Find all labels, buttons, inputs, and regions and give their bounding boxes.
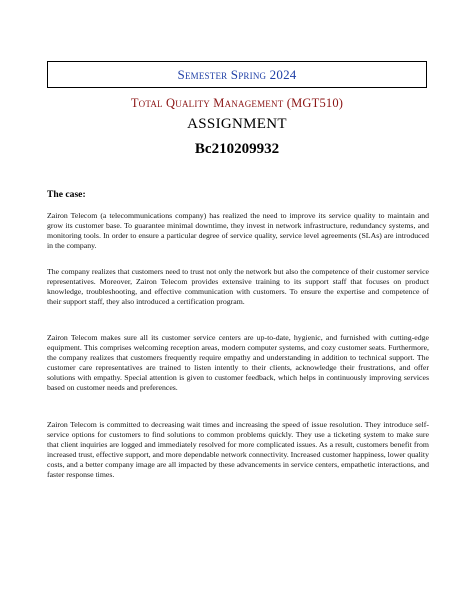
case-paragraph-1: Zairon Telecom (a telecommunications company) has realized the need to improve its service quality to maintain and grow its customer base. To guarantee minimal downtime, they invest in network infrastructure, redundancy systems, and monitoring tools. In order to ensure a particular degree of service quality, service level agreements (SLAs) are introduced in the company. — [47, 211, 429, 250]
student-id: Bc210209932 — [194, 141, 280, 157]
course-title: Total Quality Management (MGT510) — [130, 96, 344, 110]
case-paragraph-4: Zairon Telecom is committed to decreasing wait times and increasing the speed of issue resolution. They introduce self-service options for customers to find solutions to common problems quickly. They use a ticketing system to make sure that client inquiries are logged and immediately resolved for more complicated issues. As a result, customers benefit from increased trust, effective support, and more dependable network connectivity. Increased customer happiness, lower quality costs, and a better company image are all impacted by these advancements in service centers, empathetic interactions, and faster response times. — [47, 420, 429, 479]
case-paragraph-3: Zairon Telecom makes sure all its customer service centers are up-to-date, hygienic, and furnished with cutting-edge equipment. This comprises welcoming reception areas, modern computer systems, and cozy customer seats. Furthermore, the company realizes that customers frequently require empathy and understanding in addition to technical support. The customer care representatives are trained to listen intently to their clients, acknowledge their frustrations, and offer solutions with empathy. Special attention is given to customer feedback, which helps in continuously improving services based on customer needs and preferences. — [47, 333, 429, 392]
case-heading: The case: — [47, 189, 86, 200]
assignment-title: ASSIGNMENT — [187, 116, 287, 132]
semester-header-box — [47, 61, 427, 88]
case-paragraph-2: The company realizes that customers need to trust not only the network but also the competence of their customer service representatives. Moreover, Zairon Telecom provides extensive training to its support staff that focuses on product knowledge, troubleshooting, and effective communication with customers. To ensure the expertise and competence of their support staff, they also introduced a certification program. — [47, 267, 429, 306]
semester-title: Semester Spring 2024 — [177, 66, 297, 82]
